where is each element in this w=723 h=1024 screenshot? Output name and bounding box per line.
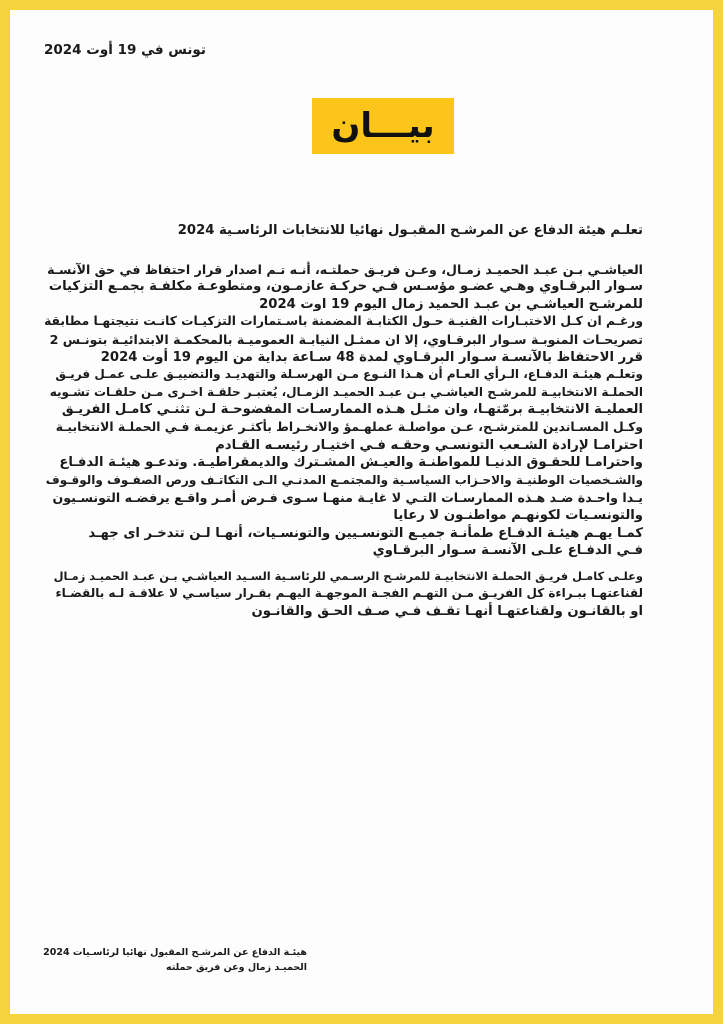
paragraph-line: للمرشـح العياشـي بن عبـد الحميد زمال اليوم 19 اوت 2024 <box>259 296 643 312</box>
paragraph-line: ورغـم ان كـل الاختبـارات الفنيـة حـول الكتابـة المضمنة باسـتمارات التزكيـات كانـت نتيجتهـا مطابقة <box>44 314 643 329</box>
paragraph-line: والشـخصيات الوطنيـة والاحـزاب السياسـية والمجتمـع المدنـي الـى التكاتـف ورص الصفـوف والوقـوف <box>45 472 643 487</box>
paragraph-line: والتونسـيات لكونهـم مواطنـون لا رعايا <box>393 507 643 523</box>
statement-body <box>43 222 643 620</box>
paragraph-line: العمليـة الانتخابيـة برمّتهـا، وان مثـل هـذه الممارسـات المفضوحـة لـن تثنـي كامـل الفريـق <box>61 402 643 418</box>
paragraph-line: الحملـة الانتخابيـة للمرشـح العياشـي بـن عبـد الحميـد الزمـال، يُعتبـر حلقـة اخـرى مـن حلقـات تشـويه <box>49 384 643 399</box>
signature-block <box>43 945 307 975</box>
document-title: بيـــان <box>331 106 435 146</box>
paragraph-line: كمـا يهـم هيئـة الدفـاع طمأنـة جميـع التونسـيين والتونسـيات، أنهـا لـن تتدخـر اى جهـد <box>88 525 643 541</box>
paragraph-line: سـوار البرقـاوي وهـي عضـو مؤسـس فـي حركـة عازمـون، ومتطوعـة مكلفـة بجمـع التزكيات <box>48 279 643 295</box>
paragraph-line: العياشـي بـن عبـد الحميـد زمـال، وعـن فريـق حملتـه، أنـه تـم اصدار قرار احتفاظ في حق الآنسـة <box>47 261 643 277</box>
paragraph-line: تصريحـات المنوبـة سـوار البرقـاوي، إلا ان ممثـل النيابـة العموميـة بالمحكمـة الابتدائيـة بتونـس 2 <box>49 331 643 347</box>
paragraph-line: او بالقانـون ولقناعتهـا أنهـا تقـف فـي صـف الحـق والقانـون <box>251 603 643 619</box>
paragraph-line: يـدا واحـدة ضـد هـذه الممارسـات التـي لا غايـة منهـا سـوى فـرض أمـر واقـع يرفضـه التونسـيون <box>52 490 643 506</box>
title-banner <box>312 98 454 154</box>
statement-heading: تعلـم هيئة الدفاع عن المرشـح المقبـول نهائيا للانتخابات الرئاسـية 2024 <box>177 223 643 238</box>
paragraph-line: واحترامـا للحقـوق الدنيـا للمواطنـة والعيـش المشـترك والديمقراطيـة. وتدعـو هيئـة الدفـاع <box>59 455 643 471</box>
paragraph-line: وعلـى كامـل فريـق الحملـة الانتخابيـة للمرشـح الرسـمي للرئاسـية السـيد العياشـي بـن عبـد الحميـد زمـال <box>53 568 643 583</box>
paragraph-line: لقناعتهـا ببـراءة كل الفريـق مـن التهـم الفجـة الموجهـة اليهـم بقـرار سياسـي لا علاقـة لـه بالقضـاء <box>55 586 643 601</box>
signature-line: الحميـد زمال وعن فريق حملته <box>166 962 307 973</box>
paragraph-line: قرر الاحتفاظ بالآنسـة سـوار البرقـاوي لمدة 48 سـاعة بداية من اليوم 19 أوت 2024 <box>100 349 643 365</box>
paragraph-line: وكـل المسـاندين للمترشـح، عـن مواصلـة عملهـمؤ والانخـراط بأكثـر عزيمـة فـي الحملـة الانتخابيـة <box>55 419 643 434</box>
signature-line: هيئـة الدفاع عن المرشـح المقبول نهائيا لرئاسـيات 2024 <box>43 947 307 958</box>
paragraph-line: فـي الدفـاع علـى الآنسـة سـوار البرقـاوي <box>372 543 643 559</box>
paragraph-line: وتعلـم هيئـة الدفـاع، الـرأي العـام أن هـذا النـوع مـن الهرسـلة والتهديـد والتضييـق علـى عمـل فريـق <box>55 367 643 382</box>
paragraph-line: احترامـا لإرادة الشـعب التونسـي وحقـه فـي اختيـار رئيسـه القـادم <box>215 437 643 453</box>
document-date: تونس في 19 أوت 2024 <box>44 42 206 58</box>
